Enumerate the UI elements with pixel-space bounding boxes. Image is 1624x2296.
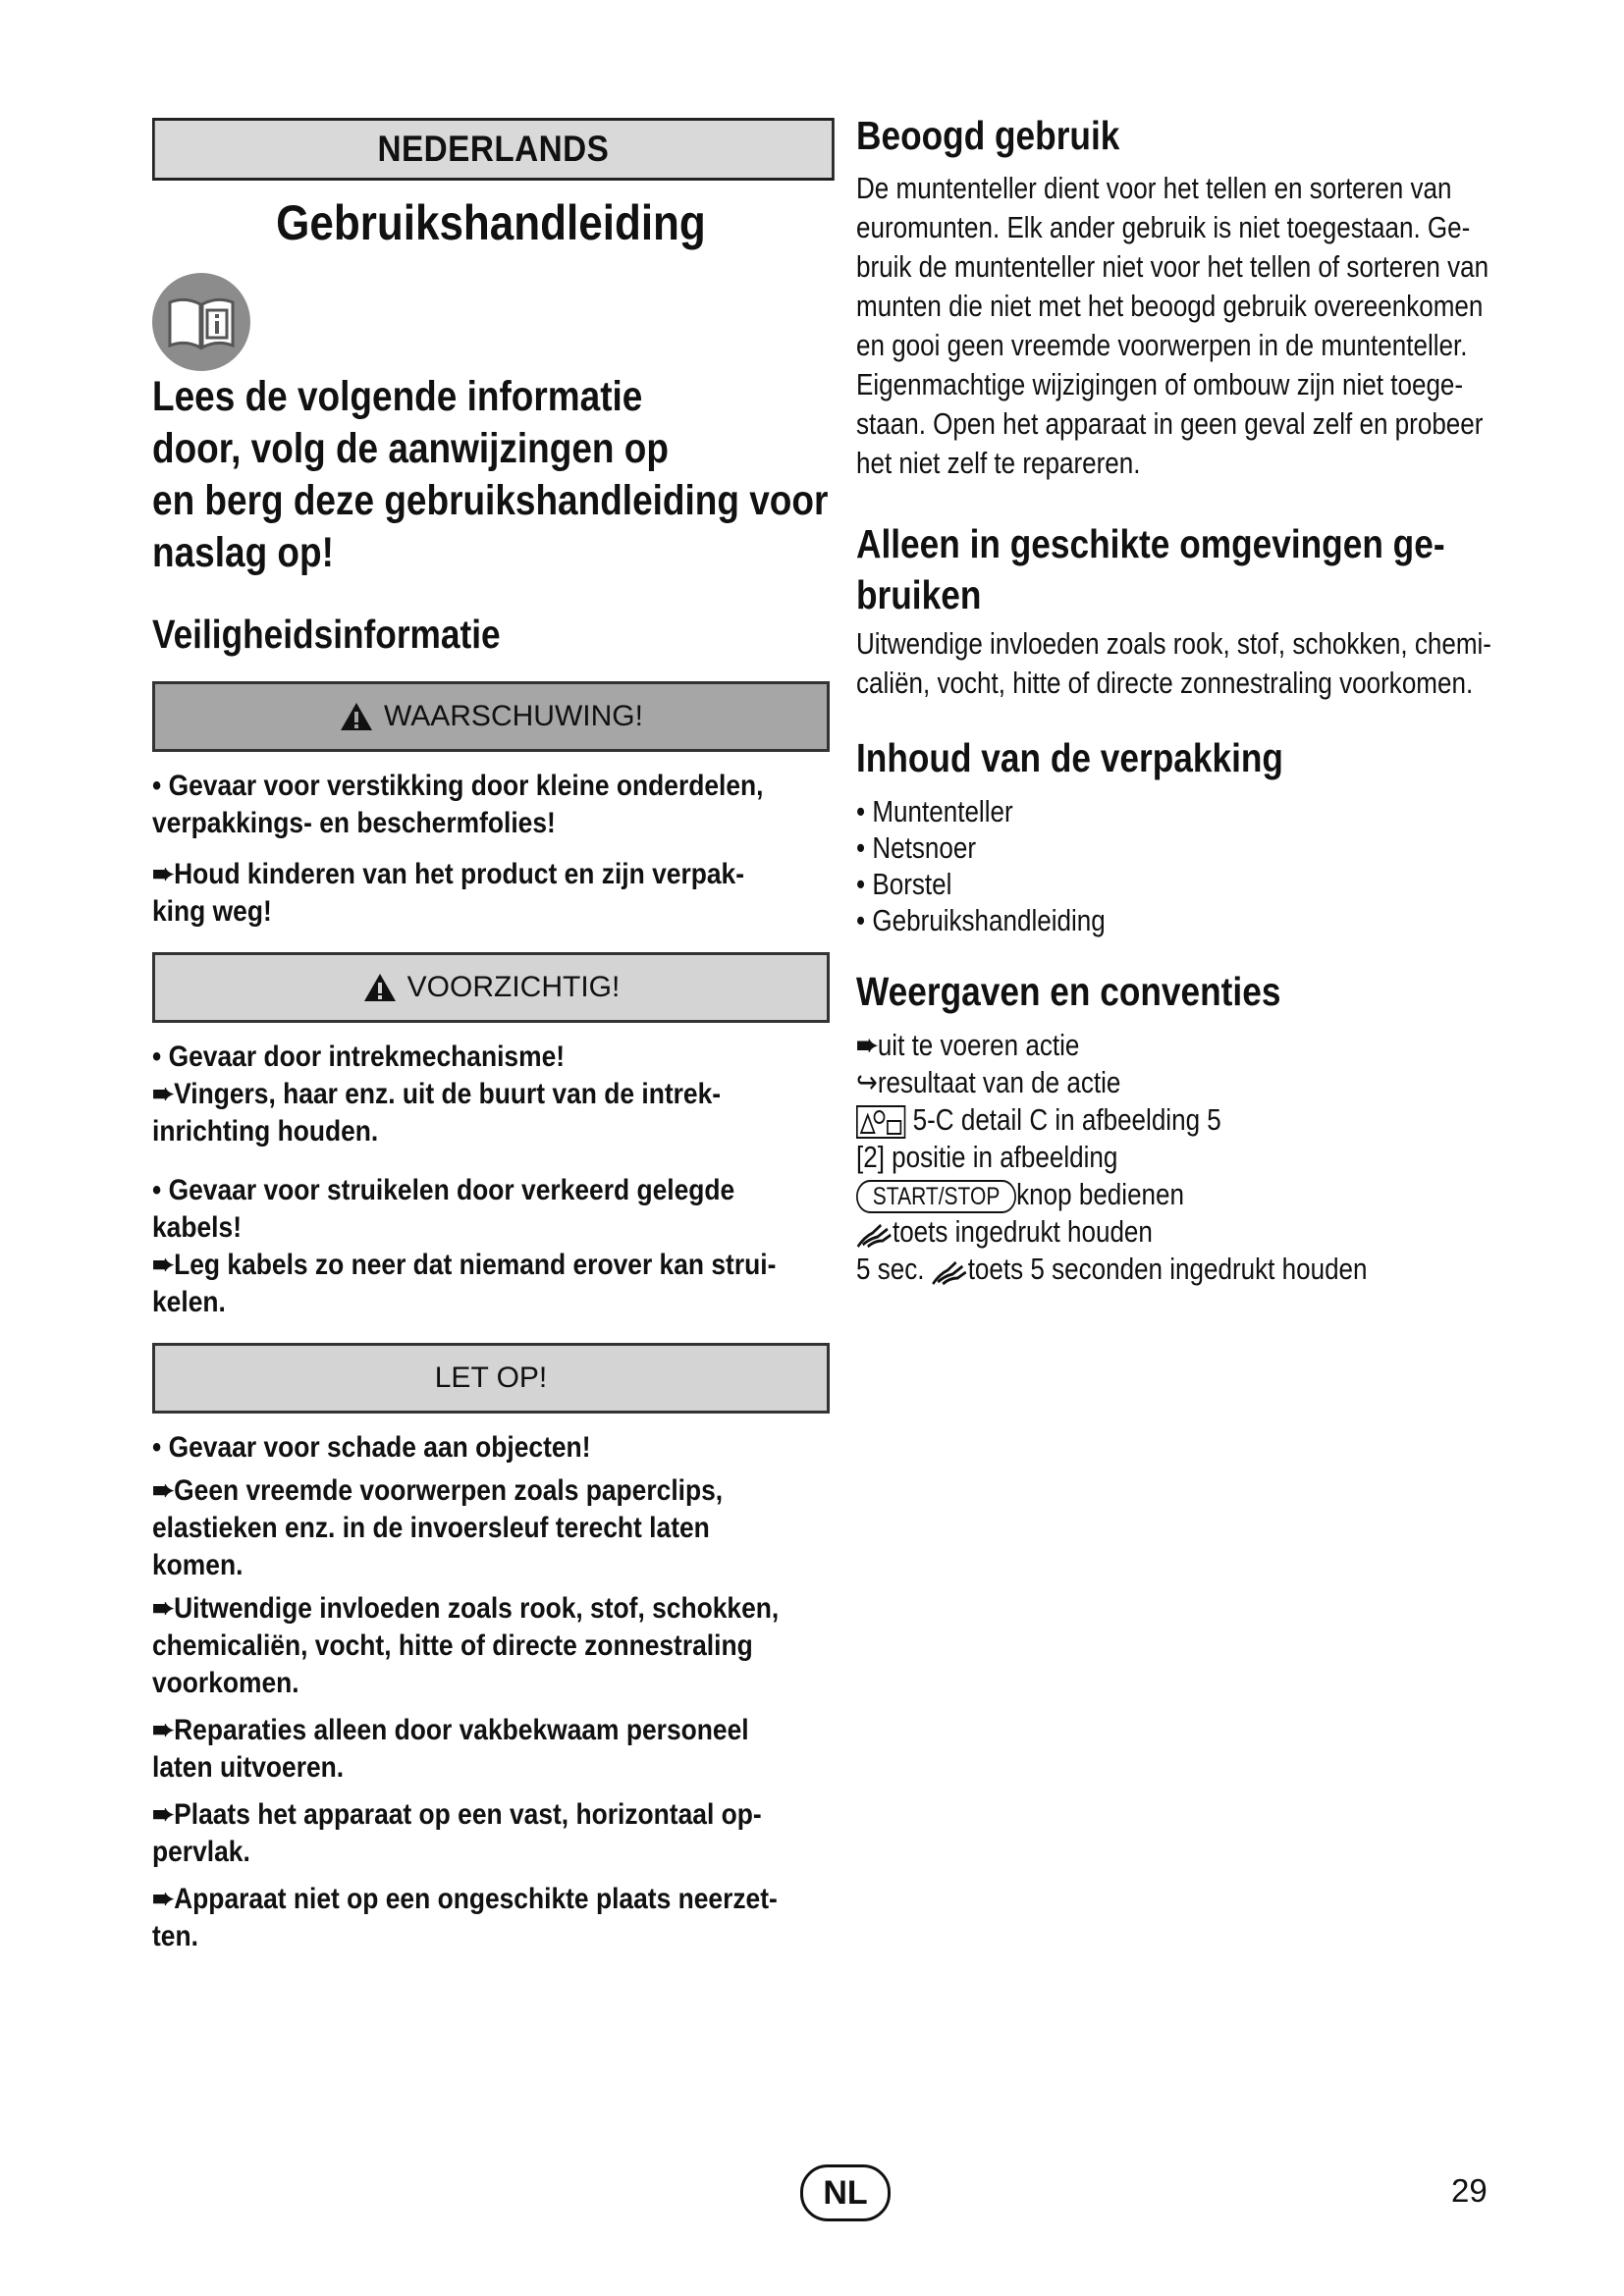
intro-line-2: door, volg de aanwijzingen op <box>152 425 669 472</box>
start-stop-button-symbol: START/STOP <box>856 1180 1016 1213</box>
intended-use-heading: Beoogd gebruik <box>856 113 1120 158</box>
intro-line-4: naslag op! <box>152 529 334 576</box>
notice-item: • Gevaar voor schade aan objecten! <box>152 1431 591 1464</box>
package-list <box>856 793 1543 938</box>
caution-item: ➨Leg kabels zo neer dat niemand erover kan strui- kelen. <box>152 1249 777 1318</box>
convention-button: START/STOP knop bedienen <box>856 1176 1434 1213</box>
warning-banner <box>152 681 830 752</box>
notice-label: LET OP! <box>434 1362 548 1394</box>
page-number: 29 <box>1451 2172 1488 2209</box>
conventions-heading: Weergaven en conventies <box>856 969 1281 1014</box>
conventions-list <box>856 1027 1543 1288</box>
action-arrow-icon: ➨ <box>856 1028 878 1062</box>
convention-result: ↪resultaat van de actie <box>856 1065 1121 1099</box>
list-item: • Borstel <box>856 867 952 901</box>
caution-label: VOORZICHTIG! <box>406 971 621 1003</box>
list-item: • Netsnoer <box>856 830 977 865</box>
intro-line-3: en berg deze gebruikshandleiding voor <box>152 477 829 524</box>
language-badge: NL <box>800 2164 891 2221</box>
warning-label: WAARSCHUWING! <box>384 700 643 732</box>
caution-item: ➨Vingers, haar enz. uit de buurt van de intrek- inrichting houden. <box>152 1078 722 1148</box>
warning-item: ➨Houd kinderen van het product en zijn verpak- king weg! <box>152 858 745 928</box>
language-banner <box>152 118 835 181</box>
convention-detail: 5-C detail C in afbeelding 5 <box>856 1101 1434 1139</box>
safety-heading: Veiligheidsinformatie <box>152 612 501 657</box>
notice-item: ➨Geen vreemde voorwerpen zoals paperclips, elastieken enz. in de invoersleuf terecht laten komen. <box>152 1474 724 1581</box>
detail-figure-icon <box>856 1105 905 1139</box>
warning-triangle-icon <box>339 701 374 732</box>
convention-action: ➨uit te voeren actie <box>856 1028 1080 1062</box>
notice-item: ➨Uitwendige invloeden zoals rook, stof, schokken, chemicaliën, vocht, hitte of directe zonnestraling voorkomen. <box>152 1592 780 1699</box>
caution-item: • Gevaar door intrekmechanisme! <box>152 1041 566 1073</box>
environment-text: Uitwendige invloeden zoals rook, stof, schokken, chemi- caliën, vocht, hitte of directe zonnestraling voorkomen. <box>856 626 1491 700</box>
document-title: Gebruikshandleiding <box>276 195 706 250</box>
notice-item: ➨Reparaties alleen door vakbekwaam personeel laten uitvoeren. <box>152 1714 749 1784</box>
convention-hold-5s: 5 sec. toets 5 seconden ingedrukt houden <box>856 1252 1368 1286</box>
convention-hold: toets ingedrukt houden <box>856 1213 1434 1251</box>
intro-notice <box>152 269 830 579</box>
right-column <box>856 110 1543 1288</box>
result-arrow-icon: ↪ <box>856 1065 878 1099</box>
finger-press-icon <box>932 1256 968 1286</box>
caution-item: • Gevaar voor struikelen door verkeerd gelegde kabels! <box>152 1174 735 1244</box>
caution-banner <box>152 952 830 1023</box>
intended-use-text: De muntenteller dient voor het tellen en sorteren van euromunten. Elk ander gebruik is niet toegestaan. Ge- bruik de muntenteller niet voor het tellen of sorteren van munten die niet met het beoogd gebruik overeenkomen en gooi geen vreemde voorwerpen in de muntenteller. Eigenmachtige wijzigingen of ombouw zijn niet toege- staan. Open het apparaat in geen geval zelf en probeer het niet zelf te repareren. <box>856 171 1489 480</box>
notice-banner <box>152 1343 830 1414</box>
warning-item: • Gevaar voor verstikking door kleine onderdelen, verpakkings- en beschermfolies! <box>152 770 764 839</box>
notice-item: ➨Plaats het apparaat op een vast, horizontaal op- pervlak. <box>152 1798 762 1868</box>
intro-line-1: Lees de volgende informatie <box>152 373 643 420</box>
package-heading: Inhoud van de verpakking <box>856 735 1283 780</box>
notice-item: ➨Apparaat niet op een ongeschikte plaats neerzet- ten. <box>152 1883 778 1952</box>
environment-heading: Alleen in geschikte omgevingen ge- bruiken <box>856 521 1445 617</box>
convention-position: [2] positie in afbeelding <box>856 1140 1118 1174</box>
finger-press-icon <box>856 1219 893 1249</box>
list-item: • Gebruikshandleiding <box>856 903 1106 937</box>
read-manual-icon <box>152 273 250 371</box>
left-column <box>152 118 830 1969</box>
warning-triangle-icon <box>362 972 398 1003</box>
language-label: NEDERLANDS <box>377 129 610 169</box>
list-item: • Muntenteller <box>856 794 1013 828</box>
